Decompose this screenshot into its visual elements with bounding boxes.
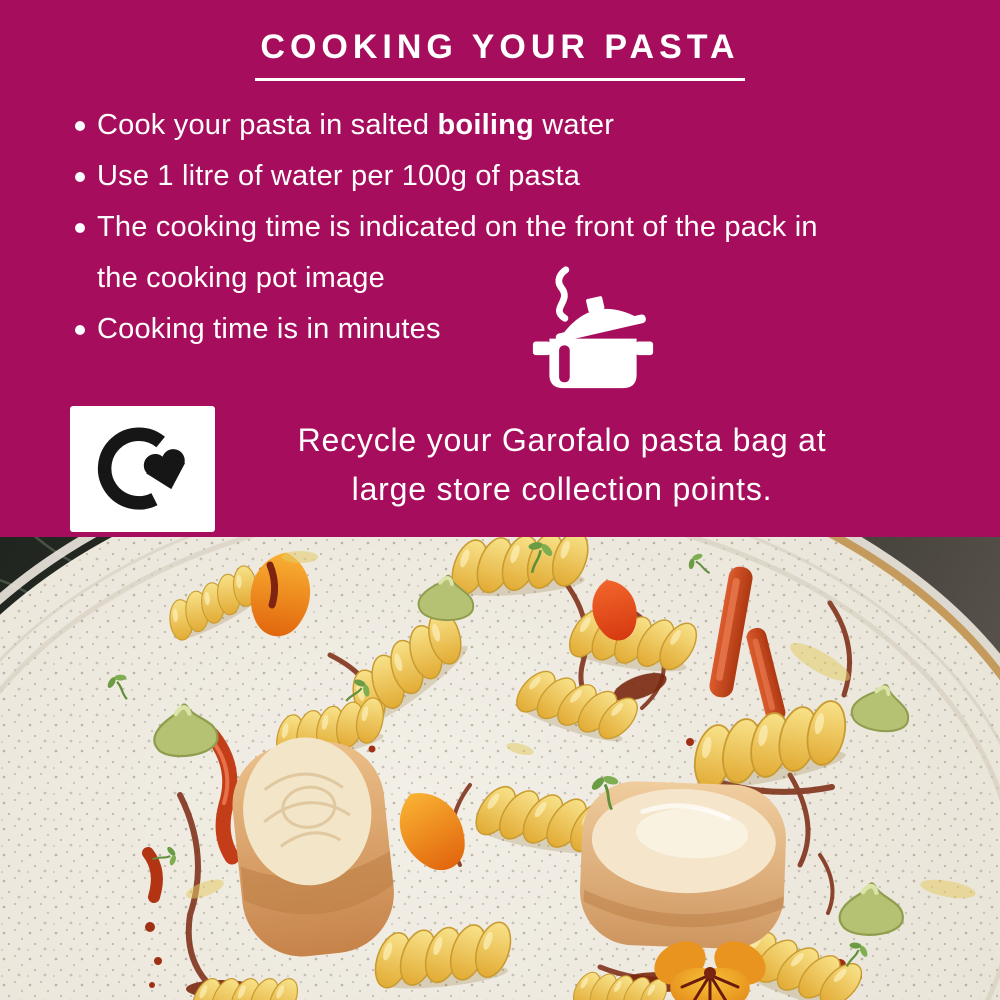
recycle-text-line1: Recycle your Garofalo pasta bag at bbox=[297, 422, 827, 458]
steam-icon bbox=[559, 270, 566, 318]
page-title bbox=[0, 28, 1000, 81]
bullet-list bbox=[73, 100, 943, 355]
page-title-text: COOKING YOUR PASTA bbox=[255, 28, 744, 81]
pasta-dish-photo bbox=[0, 537, 1000, 1000]
recycle-icon-box bbox=[70, 406, 215, 532]
bullet-text: Use 1 litre of water per 100g of pasta bbox=[97, 160, 581, 192]
bullet-dot bbox=[75, 172, 85, 182]
bullet-item bbox=[73, 100, 943, 151]
recycle-text bbox=[228, 416, 896, 514]
recycle-heart-icon bbox=[91, 417, 195, 521]
cooking-pot-icon bbox=[530, 262, 656, 393]
bullet-text: Cook your pasta in salted boiling water bbox=[97, 109, 615, 141]
bullet-text: Cooking time is in minutes bbox=[97, 313, 441, 345]
pot-body bbox=[533, 339, 653, 388]
bullet-text: The cooking time is indicated on the front of the pack in the cooking pot image bbox=[97, 211, 818, 294]
recycle-text-line2: large store collection points. bbox=[351, 471, 773, 507]
bullet-dot bbox=[75, 223, 85, 233]
bullet-item bbox=[73, 151, 943, 202]
bullet-dot bbox=[75, 121, 85, 131]
bullet-dot bbox=[75, 325, 85, 335]
bullet-item bbox=[73, 304, 943, 355]
heart-arrowhead bbox=[141, 447, 191, 495]
bullet-item bbox=[73, 202, 943, 304]
